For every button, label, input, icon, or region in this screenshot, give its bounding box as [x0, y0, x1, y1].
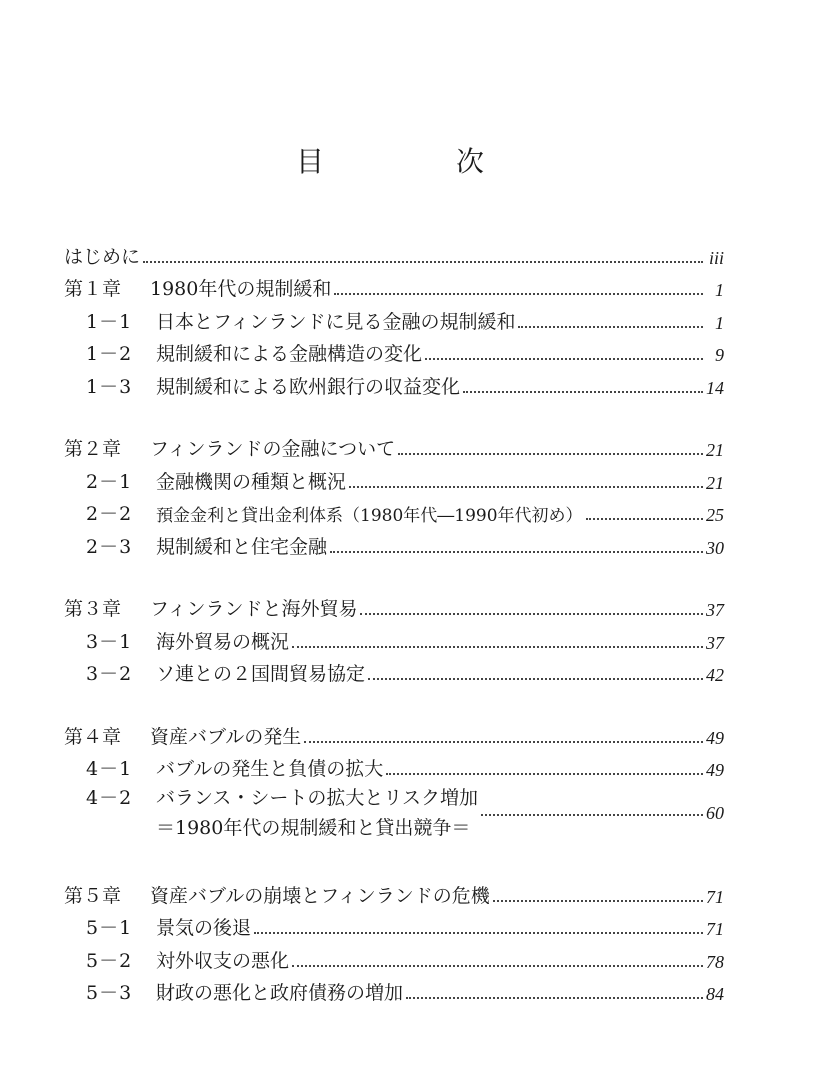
page-number: 1: [715, 280, 724, 300]
page-number: 71: [706, 886, 724, 907]
toc-entry-section: [64, 334, 724, 367]
section-number: 2－3: [86, 535, 133, 558]
dot-leader: [292, 645, 703, 648]
section-number: 1－2: [86, 343, 133, 365]
page-number: 1: [715, 312, 724, 333]
section-number: 1－1: [86, 310, 133, 333]
page-number: 30: [706, 537, 724, 558]
dot-leader: [330, 550, 703, 553]
entry-label: バブルの発生と負債の拡大: [156, 758, 384, 780]
dot-leader: [254, 931, 703, 934]
toc-entry-intro: [64, 236, 724, 269]
page-number: 37: [706, 632, 724, 653]
table-of-contents: [64, 236, 724, 1005]
entry-label: バランス・シートの拡大とリスク増加: [156, 787, 479, 809]
toc-entry-section: [64, 301, 724, 334]
dot-leader: [334, 292, 703, 295]
section-number: 3－1: [86, 630, 133, 653]
page-number: 49: [706, 727, 724, 748]
dot-leader: [463, 390, 703, 393]
dot-leader: [349, 485, 703, 488]
entry-label: ソ連との２国間貿易協定: [156, 663, 366, 685]
section-number: 4－2: [86, 787, 133, 809]
dot-leader: [481, 813, 703, 816]
dot-leader: [586, 517, 703, 520]
toc-entry-section: [64, 526, 724, 559]
entry-label: フィンランドと海外貿易: [150, 598, 358, 620]
page-number: 14: [706, 377, 724, 398]
section-number: 3－2: [86, 663, 133, 685]
dot-leader: [143, 260, 703, 263]
section-number: 5－2: [86, 949, 133, 972]
entry-label: 海外貿易の概況: [156, 630, 290, 653]
entry-label-block: [156, 783, 478, 843]
dot-leader: [360, 612, 703, 615]
dot-leader: [425, 357, 703, 360]
section-number: 5－3: [86, 982, 133, 1004]
entry-label: 1980年代の規制緩和: [150, 278, 332, 300]
entry-label: 規制緩和による金融構造の変化: [156, 343, 423, 365]
section-number: 4－1: [86, 758, 133, 780]
page-number: 21: [706, 440, 724, 460]
toc-entry-chapter-5: [64, 875, 724, 908]
dot-leader: [292, 964, 703, 967]
toc-entry-section: [64, 621, 724, 654]
toc-entry-section: [64, 494, 724, 527]
chapter-number: 第４章: [64, 725, 122, 748]
page-number: 9: [715, 345, 724, 365]
section-number: 1－3: [86, 375, 133, 398]
section-number: 2－1: [86, 470, 133, 493]
dot-leader: [368, 677, 703, 680]
entry-label: 預金金利と貸出金利体系（1980年代―1990年代初め）: [156, 506, 583, 526]
page-number: 37: [706, 600, 724, 620]
page-number: 84: [706, 984, 724, 1004]
toc-entry-chapter-3: [64, 589, 724, 622]
entry-subtitle: ＝1980年代の規制緩和と貸出競争＝: [156, 817, 471, 839]
page-title: 目 次: [295, 145, 536, 178]
chapter-number: 第１章: [64, 278, 122, 300]
page-number: 25: [706, 505, 724, 525]
toc-entry-chapter-1: [64, 269, 724, 302]
section-number: 5－1: [86, 917, 133, 939]
entry-label: 金融機関の種類と概況: [156, 470, 347, 493]
dot-leader: [406, 996, 703, 999]
chapter-number: 第２章: [64, 438, 122, 460]
chapter-number: 第５章: [64, 884, 122, 907]
page-number: 21: [706, 472, 724, 493]
entry-label: 規制緩和と住宅金融: [156, 535, 328, 558]
dot-leader: [493, 899, 703, 902]
toc-entry-chapter-4: [64, 716, 724, 749]
entry-label: 規制緩和による欧州銀行の収益変化: [156, 375, 461, 398]
dot-leader: [304, 740, 703, 743]
section-number: 2－2: [86, 503, 133, 525]
page-number: 42: [706, 665, 724, 685]
chapter-number: 第３章: [64, 598, 122, 620]
toc-entry-section: [64, 973, 724, 1006]
entry-label: 日本とフィンランドに見る金融の規制緩和: [156, 310, 516, 333]
toc-entry-section: [64, 908, 724, 941]
entry-label: 資産バブルの発生: [150, 725, 302, 748]
dot-leader: [386, 772, 703, 775]
toc-entry-chapter-2: [64, 429, 724, 462]
entry-label: 景気の後退: [156, 917, 252, 939]
toc-entry-section: [64, 461, 724, 494]
toc-entry-section: [64, 940, 724, 973]
entry-label: 財政の悪化と政府債務の増加: [156, 982, 404, 1004]
toc-entry-section: [64, 654, 724, 687]
entry-label: はじめに: [64, 245, 141, 268]
page-number: 49: [706, 760, 724, 780]
entry-label: 資産バブルの崩壊とフィンランドの危機: [150, 884, 490, 907]
dot-leader: [518, 325, 703, 328]
toc-entry-section: [64, 749, 724, 782]
page-number: 71: [706, 919, 724, 939]
page-number: iii: [708, 247, 724, 268]
entry-label: 対外収支の悪化: [156, 949, 290, 972]
toc-entry-section: [64, 366, 724, 399]
entry-label: フィンランドの金融について: [150, 438, 396, 460]
page-number: 60: [706, 802, 724, 823]
dot-leader: [398, 452, 703, 455]
page-number: 78: [706, 951, 724, 972]
toc-entry-section: [64, 781, 724, 845]
